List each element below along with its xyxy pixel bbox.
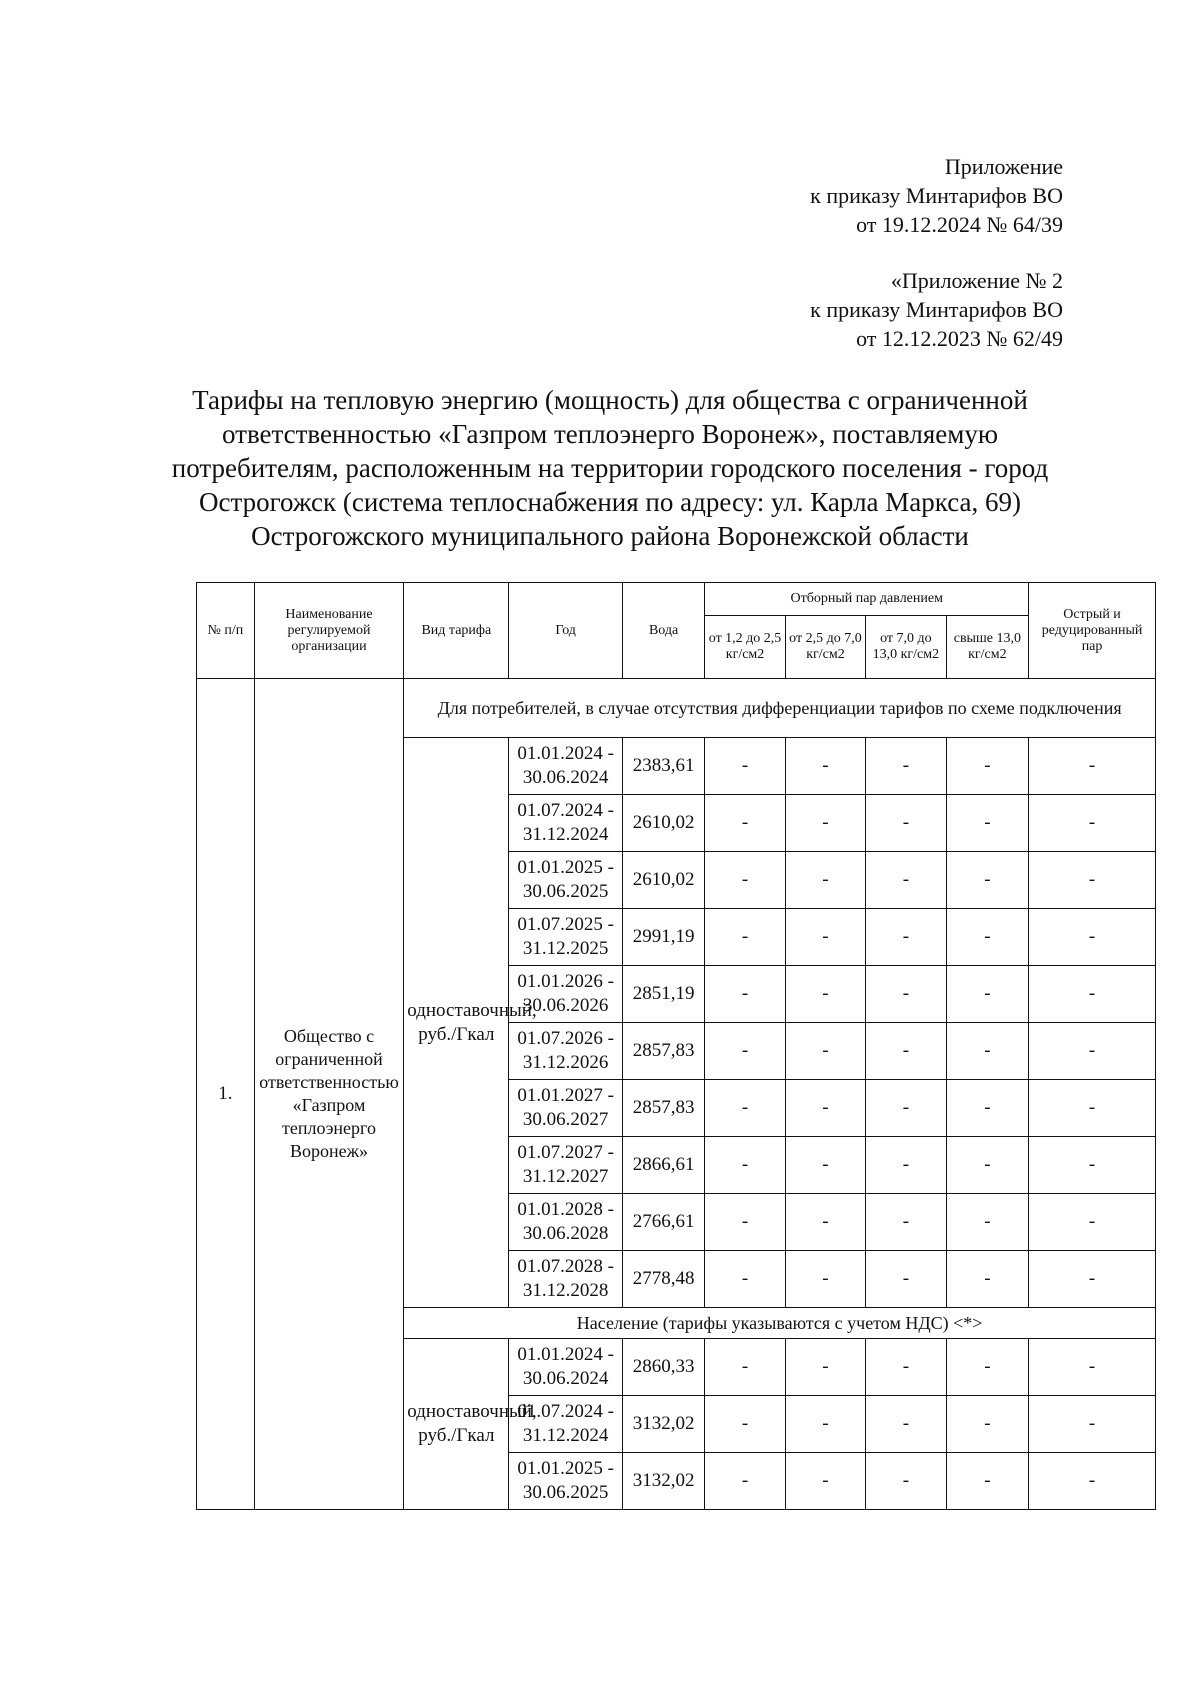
steam-value: - <box>866 1453 946 1510</box>
sharp-steam-value: - <box>1029 966 1156 1023</box>
steam-value: - <box>785 1453 865 1510</box>
col-header-year: Год <box>509 583 622 679</box>
steam-value: - <box>705 852 785 909</box>
period-cell: 01.07.2027 - 31.12.2027 <box>509 1137 622 1194</box>
sharp-steam-value: - <box>1029 1137 1156 1194</box>
document-title <box>150 383 1070 553</box>
steam-value: - <box>705 795 785 852</box>
steam-value: - <box>785 1194 865 1251</box>
title-line: ответственностью «Газпром теплоэнерго Воронеж», поставляемую <box>222 419 998 449</box>
steam-value: - <box>946 738 1029 795</box>
steam-value: - <box>866 795 946 852</box>
water-value: 2991,19 <box>622 909 704 966</box>
section-row <box>197 679 1156 738</box>
section-title: Население (тарифы указываются с учетом НДС) <*> <box>404 1308 1156 1339</box>
sharp-steam-value: - <box>1029 1453 1156 1510</box>
col-header-sharp-steam: Острый и редуцированный пар <box>1029 583 1156 679</box>
organization-name: Общество с ограниченной ответственностью «Газпром теплоэнерго Воронеж» <box>254 679 404 1510</box>
water-value: 2766,61 <box>622 1194 704 1251</box>
water-value: 3132,02 <box>622 1396 704 1453</box>
sharp-steam-value: - <box>1029 1339 1156 1396</box>
steam-value: - <box>866 1137 946 1194</box>
appendix-line: от 12.12.2023 № 62/49 <box>856 326 1063 351</box>
steam-value: - <box>785 1080 865 1137</box>
steam-value: - <box>705 1396 785 1453</box>
col-header-steam-2: от 2,5 до 7,0 кг/см2 <box>785 616 865 679</box>
steam-value: - <box>866 1396 946 1453</box>
period-cell: 01.01.2027 - 30.06.2027 <box>509 1080 622 1137</box>
sharp-steam-value: - <box>1029 852 1156 909</box>
water-value: 2857,83 <box>622 1023 704 1080</box>
steam-value: - <box>946 1080 1029 1137</box>
sharp-steam-value: - <box>1029 1080 1156 1137</box>
col-header-organization: Наименование регулируемой организации <box>254 583 404 679</box>
steam-value: - <box>866 1251 946 1308</box>
steam-value: - <box>785 1137 865 1194</box>
steam-value: - <box>946 1453 1029 1510</box>
tariff-table-body <box>197 679 1156 1510</box>
title-line: потребителям, расположенным на территории городского поселения - город <box>171 453 1049 483</box>
tariff-kind: одноставочный, руб./Гкал <box>404 738 509 1308</box>
steam-value: - <box>705 1137 785 1194</box>
period-cell: 01.07.2024 - 31.12.2024 <box>509 1396 622 1453</box>
period-cell: 01.07.2028 - 31.12.2028 <box>509 1251 622 1308</box>
tariff-table <box>196 582 1156 1510</box>
period-cell: 01.07.2025 - 31.12.2025 <box>509 909 622 966</box>
title-line: Острогожск (система теплоснабжения по адресу: ул. Карла Маркса, 69) <box>199 487 1021 517</box>
steam-value: - <box>705 1453 785 1510</box>
sharp-steam-value: - <box>1029 1023 1156 1080</box>
sharp-steam-value: - <box>1029 1396 1156 1453</box>
steam-value: - <box>785 1251 865 1308</box>
row-number: 1. <box>197 679 255 1510</box>
period-cell: 01.01.2024 - 30.06.2024 <box>509 1339 622 1396</box>
steam-value: - <box>946 1137 1029 1194</box>
steam-value: - <box>705 1251 785 1308</box>
appendix-line: к приказу Минтарифов ВО <box>810 297 1063 322</box>
steam-value: - <box>946 1339 1029 1396</box>
steam-value: - <box>866 966 946 1023</box>
steam-value: - <box>946 1251 1029 1308</box>
steam-value: - <box>705 738 785 795</box>
steam-value: - <box>946 966 1029 1023</box>
period-cell: 01.01.2026 - 30.06.2026 <box>509 966 622 1023</box>
period-cell: 01.07.2024 - 31.12.2024 <box>509 795 622 852</box>
sharp-steam-value: - <box>1029 795 1156 852</box>
water-value: 2610,02 <box>622 852 704 909</box>
steam-value: - <box>866 1080 946 1137</box>
water-value: 2857,83 <box>622 1080 704 1137</box>
steam-value: - <box>705 966 785 1023</box>
steam-value: - <box>705 1080 785 1137</box>
water-value: 2851,19 <box>622 966 704 1023</box>
steam-value: - <box>785 795 865 852</box>
water-value: 3132,02 <box>622 1453 704 1510</box>
appendix-line: «Приложение № 2 <box>890 268 1063 293</box>
steam-value: - <box>785 909 865 966</box>
col-header-steam-1: от 1,2 до 2,5 кг/см2 <box>705 616 785 679</box>
steam-value: - <box>785 738 865 795</box>
period-cell: 01.01.2028 - 30.06.2028 <box>509 1194 622 1251</box>
title-line: Острогожского муниципального района Воронежской области <box>251 521 969 551</box>
water-value: 2778,48 <box>622 1251 704 1308</box>
steam-value: - <box>705 909 785 966</box>
water-value: 2860,33 <box>622 1339 704 1396</box>
col-header-steam-group: Отборный пар давлением <box>705 583 1029 616</box>
sharp-steam-value: - <box>1029 909 1156 966</box>
title-line: Тарифы на тепловую энергию (мощность) для общества с ограниченной <box>192 385 1028 415</box>
appendix-line: от 19.12.2024 № 64/39 <box>856 212 1063 237</box>
appendix-line: к приказу Минтарифов ВО <box>810 183 1063 208</box>
steam-value: - <box>946 1023 1029 1080</box>
water-value: 2383,61 <box>622 738 704 795</box>
section-title: Для потребителей, в случае отсутствия дифференциации тарифов по схеме подключения <box>404 679 1156 738</box>
period-cell: 01.01.2024 - 30.06.2024 <box>509 738 622 795</box>
steam-value: - <box>866 1339 946 1396</box>
previous-appendix-header <box>810 266 1063 353</box>
appendix-header <box>810 152 1063 239</box>
steam-value: - <box>946 1194 1029 1251</box>
steam-value: - <box>785 966 865 1023</box>
steam-value: - <box>785 1339 865 1396</box>
col-header-number: № п/п <box>197 583 255 679</box>
col-header-water: Вода <box>622 583 704 679</box>
steam-value: - <box>946 1396 1029 1453</box>
col-header-tariff-kind: Вид тарифа <box>404 583 509 679</box>
sharp-steam-value: - <box>1029 1194 1156 1251</box>
period-cell: 01.07.2026 - 31.12.2026 <box>509 1023 622 1080</box>
tariff-kind: одноставочный, руб./Гкал <box>404 1339 509 1510</box>
period-cell: 01.01.2025 - 30.06.2025 <box>509 852 622 909</box>
steam-value: - <box>705 1194 785 1251</box>
col-header-steam-3: от 7,0 до 13,0 кг/см2 <box>866 616 946 679</box>
period-cell: 01.01.2025 - 30.06.2025 <box>509 1453 622 1510</box>
steam-value: - <box>785 1023 865 1080</box>
steam-value: - <box>705 1339 785 1396</box>
steam-value: - <box>946 909 1029 966</box>
steam-value: - <box>705 1023 785 1080</box>
steam-value: - <box>866 852 946 909</box>
steam-value: - <box>785 1396 865 1453</box>
sharp-steam-value: - <box>1029 1251 1156 1308</box>
sharp-steam-value: - <box>1029 738 1156 795</box>
steam-value: - <box>866 738 946 795</box>
water-value: 2866,61 <box>622 1137 704 1194</box>
steam-value: - <box>946 852 1029 909</box>
steam-value: - <box>866 909 946 966</box>
appendix-line: Приложение <box>944 154 1063 179</box>
steam-value: - <box>866 1194 946 1251</box>
col-header-steam-4: свыше 13,0 кг/см2 <box>946 616 1029 679</box>
steam-value: - <box>866 1023 946 1080</box>
steam-value: - <box>785 852 865 909</box>
steam-value: - <box>946 795 1029 852</box>
water-value: 2610,02 <box>622 795 704 852</box>
